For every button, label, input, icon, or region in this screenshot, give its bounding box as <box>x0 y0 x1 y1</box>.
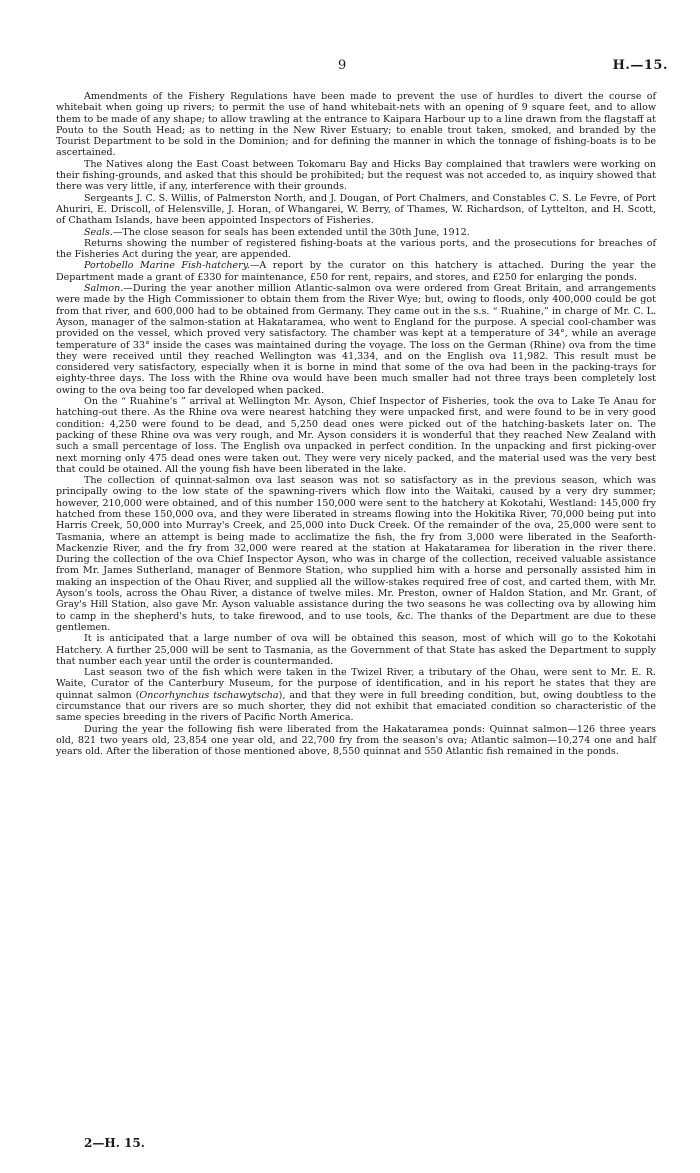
paragraph-salmon <box>56 283 656 396</box>
paragraph-inspectors <box>56 193 656 227</box>
paragraph-text: The collection of quinnat-salmon ova last season was not so satisfactory as in the previous season, which was principally owing to the low state of the spawning-rivers which flow into the Waitaki, caused by a very dry summer; however, 210,000 were obtained, and of this number 150,000 were sent to the hatchery at Kokotahi, Westland: 145,000 fry hatched from these 150,000 ova, and they were liberated in streams flowing into the Hokitika River, 70,000 being put into Harris Creek, 50,000 into Murray's Creek, and 25,000 into Duck Creek. Of the remainder of the ova, 25,000 were sent to Tasmania, where an attempt is being made to acclimatize the fish, the fry from 3,000 were liberated in the Seaforth-Mackenzie River, and the fry from 32,000 were reared at the station at Hakataramea for liberation in the river there. During the collection of the ova Chief Inspector Ayson, who was in charge of the collection, received valuable assistance from Mr. James Sutherland, manager of Benmore Station, who supplied him with a horse and personally assisted him in making an inspection of the Ohau River, and supplied all the willow-stakes required free of cost, and carted them, with Mr. Ayson's tools, across the Ohau River, a distance of twelve miles. Mr. Preston, owner of Haldon Station, and Mr. Grant, of Gray's Hill Station, also gave Mr. Ayson valuable assistance during the two seasons he was collecting ova by allowing him to camp in the shepherd's huts, to take firewood, and to use tools, &c. The thanks of the Department are due to these gentlemen. <box>56 475 656 633</box>
paragraph-text: It is anticipated that a large number of ova will be obtained this season, most of which will go to the Kokotahi Hatchery. A further 25,000 will be sent to Tasmania, as the Government of that State has asked the Department to supply that number each year until the order is countermanded. <box>56 633 656 667</box>
paragraph-twizel-river <box>56 667 656 723</box>
species-name: Oncorhynchus tschawytscha <box>139 689 279 701</box>
page-footer-signature: 2—H. 15. <box>84 1136 145 1150</box>
paragraph-text: During the year the following fish were liberated from the Hakataramea ponds: Quinnat salmon—126 three years old, 821 two years old, 23,854 one year old, and 22,700 fry from the season's ova; Atlantic salmon—10,274 one and half years old. After the liberation of those mentioned above, 8,550 quinnat and 550 Atlantic fish remained in the ponds. <box>56 723 656 758</box>
paragraph-quinnat-collection <box>56 475 656 633</box>
paragraph-seals <box>56 227 656 238</box>
paragraph-east-coast-natives <box>56 159 656 193</box>
paragraph-returns <box>56 238 656 261</box>
paragraph-text: On the “ Ruahine's ” arrival at Wellington Mr. Ayson, Chief Inspector of Fisheries, took the ova to Lake Te Anau for hatching-out there. As the Rhine ova were nearest hatching they were unpacked first, and were found to be in very good condition: 4,250 were found to be dead, and 5,250 dead ones were picked out of the hatching-baskets later on. The packing of these Rhine ova was very rough, and Mr. Ayson considers it is wonderful that they reached New Zealand with such a small percentage of loss. The English ova unpacked in perfect condition. In the unpacking and first picking-over next morning only 475 dead ones were taken out. They were very nicely packed, and the material used was the very best that could be otained. All the young fish have been liberated in the lake. <box>56 396 656 475</box>
paragraph-text: Returns showing the number of registered fishing-boats at the various ports, and the prosecutions for breaches of the Fisheries Act during the year, are appended. <box>56 237 656 261</box>
paragraph-text: Amendments of the Fishery Regulations have been made to prevent the use of hurdles to divert the course of whitebait when going up rivers; to permit the use of hand whitebait-nets with an opening of 9 square feet, and to allow them to be made of any shape; to allow trawling at the entrance to Kaipara Harbour up to a line drawn from the flagstaff at Pouto to the South Head; as to netting in the New River Estuary; to enable trout taken, smoked, and branded by the Tourist Department to be sold in the Dominion; and for defining the manner in which the tonnage of fishing-boats is to be ascertained. <box>56 91 656 159</box>
paragraph-text: The Natives along the East Coast between Tokomaru Bay and Hicks Bay complained that trawlers were working on their fishing-grounds, and asked that this should be prohibited; but the request was not acceded to, as inquiry showed that there was very little, if any, interference with their grounds. <box>56 158 656 193</box>
page-header <box>0 58 700 78</box>
section-heading-portobello: Portobello Marine Fish-hatchery. <box>84 260 250 272</box>
paragraph-anticipated-ova <box>56 633 656 667</box>
section-heading-seals: Seals. <box>84 226 113 238</box>
paragraph-text-after: ), and that they were in full breeding condition, but, owing doubtless to the circumstance that our rivers are so much shorter, they did not exhibit that emaciated condition so characteristic of the same species breeding in the rivers of Pacific North America. <box>56 689 656 724</box>
paragraph-text: Last season two of the fish which were taken in the Twizel River, a tributary of the Ohau, were sent to Mr. E. R. Waite, Curator of the Canterbury Museum, for the purpose of identification, and in his report he states that they are quinnat salmon ( <box>56 667 656 701</box>
page-number: 9 <box>338 58 347 73</box>
document-code: H.—15. <box>612 58 668 73</box>
paragraph-portobello <box>56 260 656 283</box>
paragraph-liberated-fish <box>56 724 656 758</box>
paragraph-fishery-regulations <box>56 91 656 159</box>
paragraph-text: Sergeants J. C. S. Willis, of Palmerston North, and J. Dougan, of Port Chalmers, and Constables C. S. Le Fevre, of Port Ahuriri, E. Driscoll, of Helensville, J. Horan, of Whangarei, W. Berry, of Thames, W. Richardson, of Lyttelton, and H. Scott, of Chatham Islands, have been appointed Inspectors of Fisheries. <box>56 192 656 227</box>
paragraph-text: —The close season for seals has been extended until the 30th June, 1912. <box>112 226 470 238</box>
paragraph-ruahine-arrival <box>56 396 656 475</box>
paragraph-text: —A report by the curator on this hatchery is attached. During the year the Department made a grant of £330 for maintenance, £50 for rent, repairs, and stores, and £250 for enlarging the ponds. <box>56 260 656 283</box>
body-text <box>56 91 656 758</box>
section-heading-salmon: Salmon. <box>84 283 124 295</box>
paragraph-text: —During the year another million Atlantic-salmon ova were ordered from Great Britain, and arrangements were made by the High Commissioner to obtain them from the River Wye; but, owing to floods, only 400,000 could be got from that river, and 600,000 had to be obtained from Germany. They came out in the s.s. “ Ruahine,” in charge of Mr. C. L. Ayson, manager of the salmon-station at Hakataramea, who went to England for the purpose. A special cool-chamber was provided on the vessel, which proved very satisfactory. The chamber was kept at a temperature of 34°, while an average temperature of 33° inside the cases was maintained during the voyage. The loss on the German (Rhine) ova from the time they were received until they reached Wellington was 41,334, and on the English ova 11,982. This result must be considered very satisfactory, especially when it is borne in mind that some of the ova had been in the packing-trays for eighty-three days. The loss with the Rhine ova would have been much smaller had not three trays been completely lost owing to the ova being too far developed when packed. <box>56 283 656 396</box>
